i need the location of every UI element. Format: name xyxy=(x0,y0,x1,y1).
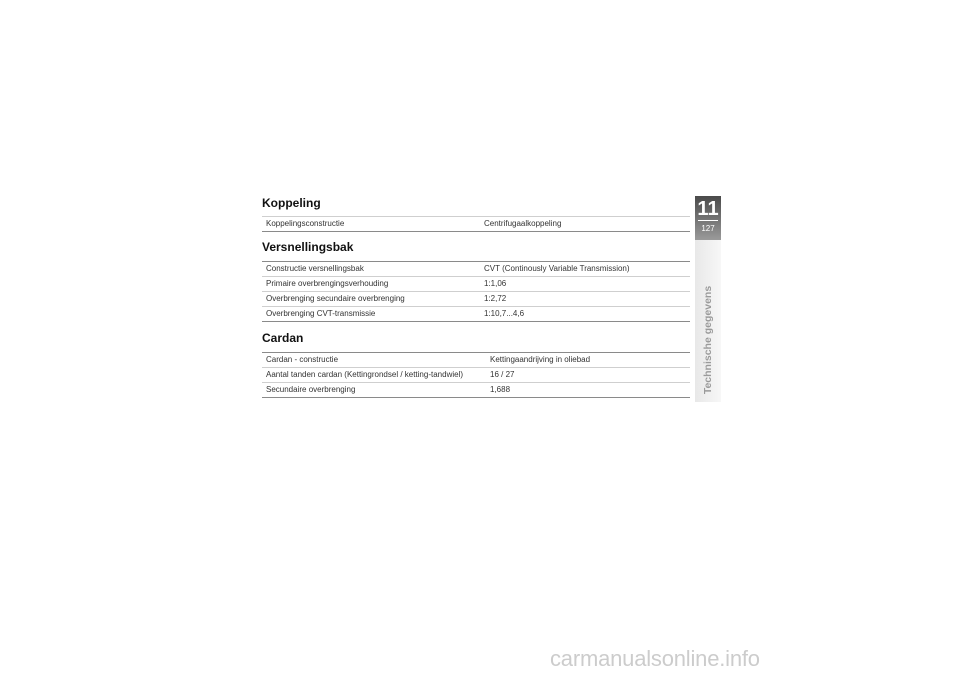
section-koppeling xyxy=(262,196,690,232)
spec-value: CVT (Continously Variable Transmission) xyxy=(484,264,630,273)
spec-table xyxy=(262,352,690,398)
section-cardan xyxy=(262,331,690,398)
spec-label: Constructie versnellingsbak xyxy=(266,264,364,273)
spec-value: Centrifugaalkoppeling xyxy=(484,219,562,228)
chapter-number: 11 xyxy=(697,198,719,220)
spec-value: 1,688 xyxy=(490,385,511,394)
spec-value: Kettingaandrijving in oliebad xyxy=(490,355,591,364)
spec-label: Primaire overbrengingsverhouding xyxy=(266,279,389,288)
section-title: Cardan xyxy=(262,331,304,345)
chapter-tab xyxy=(695,196,721,240)
spec-table xyxy=(262,216,690,232)
spec-value: 1:1,06 xyxy=(484,279,507,288)
section-title: Koppeling xyxy=(262,196,321,210)
table-row xyxy=(262,383,690,398)
spec-label: Overbrenging secundaire overbrenging xyxy=(266,294,405,303)
table-row xyxy=(262,277,690,292)
spec-table xyxy=(262,261,690,322)
watermark: carmanualsonline.info xyxy=(550,646,760,671)
chapter-title: Technische gegevens xyxy=(702,285,714,395)
spec-label: Cardan - constructie xyxy=(266,355,339,364)
table-row xyxy=(262,217,690,232)
table-row xyxy=(262,262,690,277)
spec-label: Aantal tanden cardan (Kettingrondsel / ketting-tandwiel) xyxy=(266,370,464,379)
page-number: 127 xyxy=(701,224,715,233)
chapter-divider xyxy=(698,220,718,221)
table-row xyxy=(262,292,690,307)
spec-label: Koppelingsconstructie xyxy=(266,219,345,228)
section-versnellingsbak xyxy=(262,240,690,322)
spec-content xyxy=(262,196,690,398)
spec-label: Overbrenging CVT-transmissie xyxy=(266,309,376,318)
table-row xyxy=(262,353,690,368)
spec-value: 1:10,7...4,6 xyxy=(484,309,525,318)
spec-label: Secundaire overbrenging xyxy=(266,385,356,394)
section-title: Versnellingsbak xyxy=(262,240,354,254)
spec-value: 16 / 27 xyxy=(490,370,515,379)
table-row xyxy=(262,368,690,383)
spec-value: 1:2,72 xyxy=(484,294,507,303)
table-row xyxy=(262,307,690,322)
